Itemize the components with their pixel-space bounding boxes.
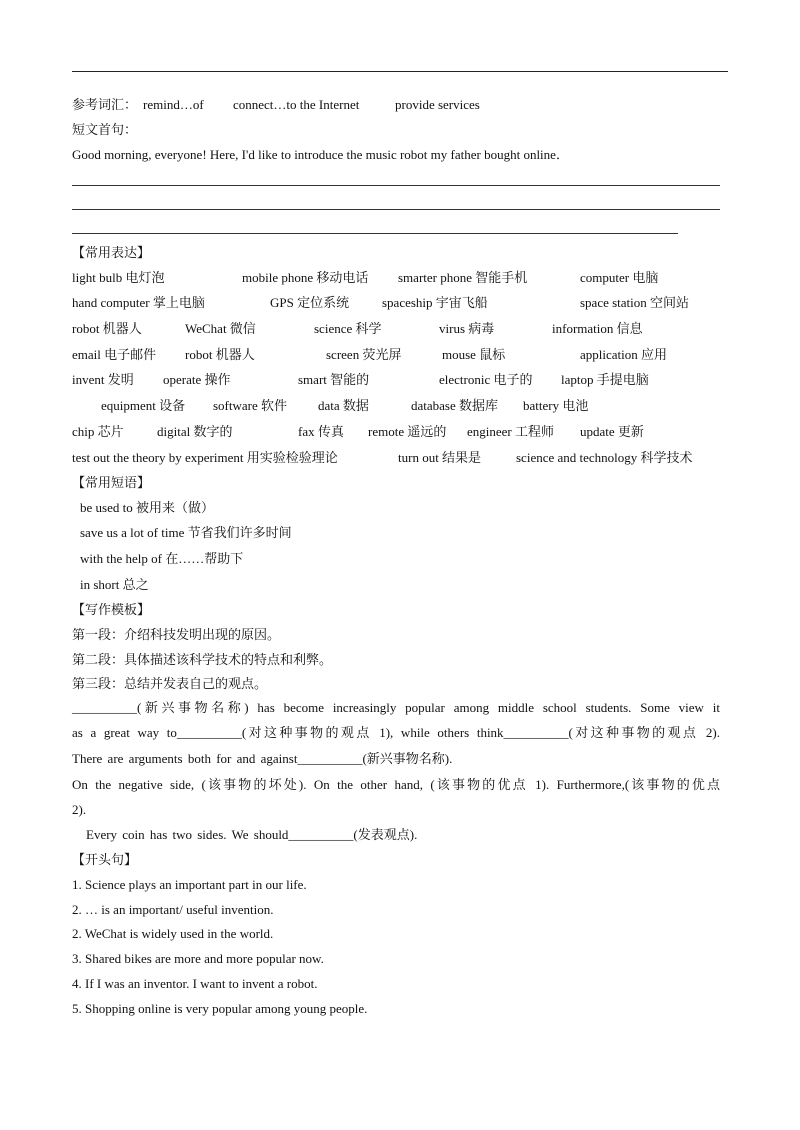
answer-line [72, 233, 678, 234]
template-body-line: On the negative side, (该事物的坏处). On the other hand, (该事物的优点 1). Furthermore,(该事物的优点 [72, 777, 720, 792]
phrase-item: be used to 被用来（做） [80, 500, 214, 515]
opening-prompt-label: 短文首句： [72, 122, 138, 137]
expression-item: database 数据库 [411, 398, 499, 413]
opener-item: 1. Science plays an important part in our life. [72, 877, 307, 892]
expression-item: hand computer 掌上电脑 [72, 295, 205, 310]
expression-item: electronic 电子的 [439, 372, 533, 387]
expression-item: software 软件 [213, 398, 288, 413]
expression-item: remote 遥远的 [368, 424, 447, 439]
expression-item: chip 芯片 [72, 424, 124, 439]
expressions-row [0, 321, 800, 337]
expression-item: smarter phone 智能手机 [398, 270, 528, 285]
expressions-row [0, 398, 800, 414]
expressions-row [0, 450, 800, 466]
expression-item: engineer 工程师 [467, 424, 555, 439]
phrase-item: with the help of 在……帮助下 [80, 551, 244, 566]
expression-item: robot 机器人 [185, 347, 255, 362]
expressions-row [0, 270, 800, 286]
expression-item: battery 电池 [523, 398, 589, 413]
reference-vocab-item: connect…to the Internet [233, 97, 360, 112]
reference-vocab-label: 参考词汇： [72, 97, 138, 112]
expression-item: computer 电脑 [580, 270, 659, 285]
expression-item: smart 智能的 [298, 372, 370, 387]
expressions-heading: 【常用表达】 [72, 245, 151, 260]
reference-vocab-row [0, 97, 800, 113]
expressions-row [0, 424, 800, 440]
expression-item: test out the theory by experiment 用实验检验理论 [72, 450, 338, 465]
expression-item: mouse 鼠标 [442, 347, 506, 362]
template-heading: 【写作模板】 [72, 602, 151, 617]
expression-item: digital 数字的 [157, 424, 233, 439]
expression-item: operate 操作 [163, 372, 231, 387]
reference-vocab-item: remind…of [143, 97, 204, 112]
opener-item: 5. Shopping online is very popular among young people. [72, 1001, 368, 1016]
expressions-row [0, 372, 800, 388]
expression-item: update 更新 [580, 424, 644, 439]
expression-item: virus 病毒 [439, 321, 495, 336]
expression-item: turn out 结果是 [398, 450, 482, 465]
expression-item: science and technology 科学技术 [516, 450, 693, 465]
template-paragraph: 第二段：具体描述该科学技术的特点和利弊。 [72, 652, 333, 667]
opener-item: 2. WeChat is widely used in the world. [72, 926, 274, 941]
top-divider [72, 71, 728, 72]
template-body-line: Every coin has two sides. We should__________(发表观点). [86, 827, 418, 842]
expressions-row [0, 295, 800, 311]
expression-item: space station 空间站 [580, 295, 690, 310]
expression-item: GPS 定位系统 [270, 295, 350, 310]
openers-heading: 【开头句】 [72, 852, 138, 867]
expression-item: fax 传真 [298, 424, 344, 439]
answer-line [72, 209, 720, 210]
template-body-line: as a great way to__________(对这种事物的观点 1), while others think__________(对这种事物的观点 2). [72, 725, 720, 740]
expression-item: application 应用 [580, 347, 668, 362]
expression-item: equipment 设备 [101, 398, 186, 413]
template-body-line: There are arguments both for and against__________(新兴事物名称). [72, 751, 453, 766]
expression-item: invent 发明 [72, 372, 134, 387]
expression-item: screen 荧光屏 [326, 347, 402, 362]
phrase-item: in short 总之 [80, 577, 149, 592]
phrases-heading: 【常用短语】 [72, 475, 151, 490]
template-paragraph: 第三段：总结并发表自己的观点。 [72, 676, 268, 691]
expression-item: mobile phone 移动电话 [242, 270, 369, 285]
template-paragraph: 第一段：介绍科技发明出现的原因。 [72, 627, 281, 642]
opener-item: 2. … is an important/ useful invention. [72, 902, 274, 917]
expression-item: information 信息 [552, 321, 643, 336]
expression-item: science 科学 [314, 321, 382, 336]
expression-item: data 数据 [318, 398, 369, 413]
expression-item: light bulb 电灯泡 [72, 270, 165, 285]
reference-vocab-item: provide services [395, 97, 480, 112]
template-body-line: 2). [72, 802, 87, 817]
opener-item: 4. If I was an inventor. I want to invent a robot. [72, 976, 318, 991]
template-body-line: __________(新兴事物名称) has become increasingly popular among middle school students. Some view it [72, 700, 720, 715]
opening-sentence: Good morning, everyone! Here, I'd like to introduce the music robot my father bought online． [72, 147, 569, 162]
answer-line [72, 185, 720, 186]
opener-item: 3. Shared bikes are more and more popular now. [72, 951, 324, 966]
phrase-item: save us a lot of time 节省我们许多时间 [80, 525, 292, 540]
expressions-row [0, 347, 800, 363]
expression-item: email 电子邮件 [72, 347, 157, 362]
expression-item: WeChat 微信 [185, 321, 256, 336]
expression-item: robot 机器人 [72, 321, 142, 336]
expression-item: laptop 手提电脑 [561, 372, 649, 387]
expression-item: spaceship 宇宙飞船 [382, 295, 488, 310]
